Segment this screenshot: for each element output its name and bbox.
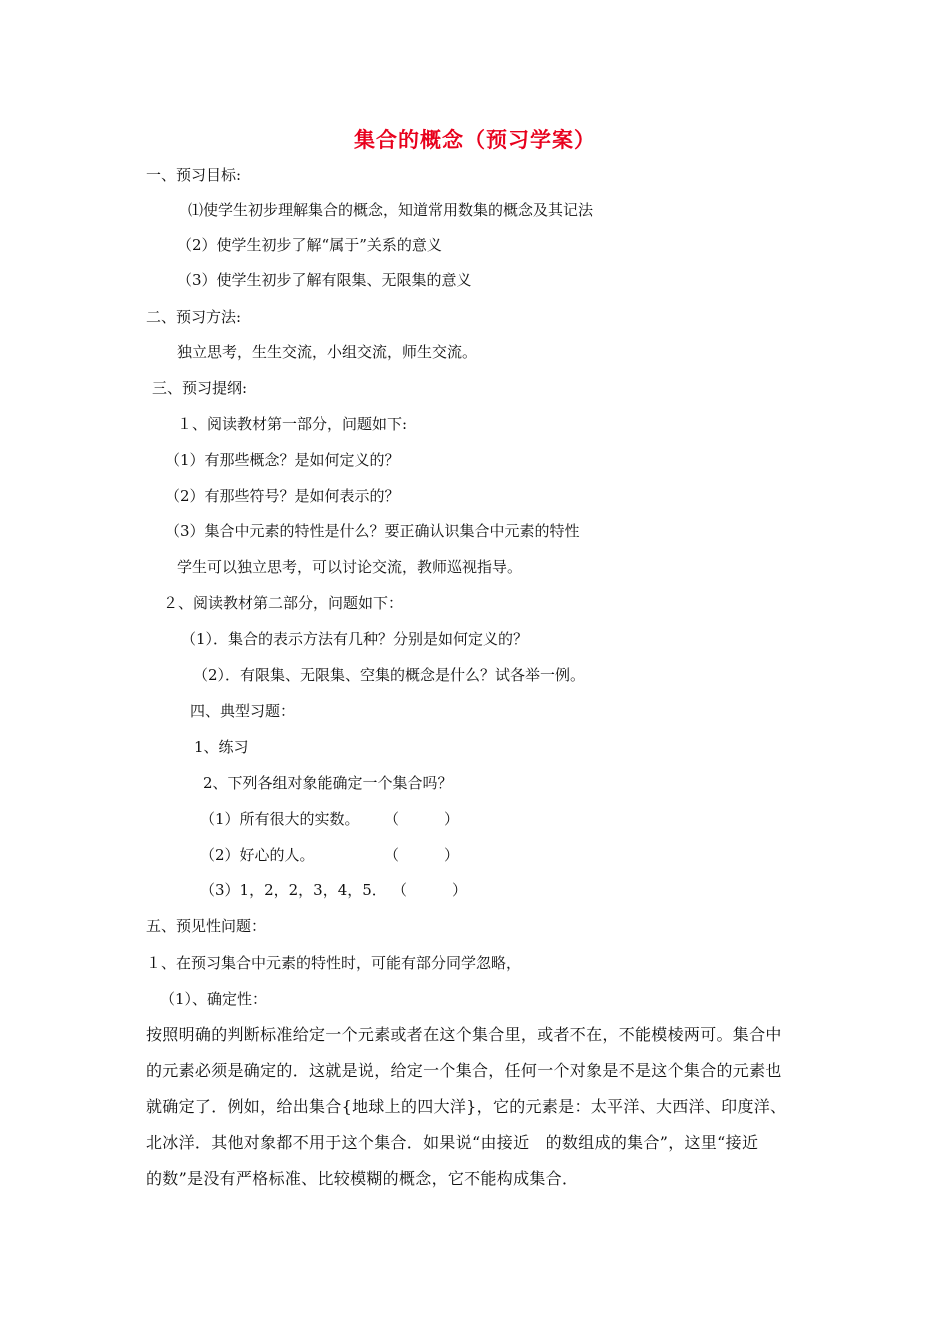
section1-item-2: （2）使学生初步了解“属于”关系的意义 xyxy=(177,236,442,254)
section4-ex2-item-1: （1）所有很大的实数。 xyxy=(200,810,360,828)
paragraph-line-4: 北冰洋．其他对象都不用于这个集合．如果说“由接近 的数组成的集合”，这里“接近 xyxy=(146,1133,759,1152)
page-title: 集合的概念（预习学案） xyxy=(354,128,596,152)
section3-part1-item-1: （1）有那些概念？是如何定义的？ xyxy=(165,451,400,469)
section4-ex2-item-3: （3）1，2，2，3，4，5． xyxy=(200,881,387,899)
section4-heading: 四、典型习题： xyxy=(190,702,296,720)
section3-part1-item-2: （2）有那些符号？是如何表示的？ xyxy=(165,487,400,505)
paragraph-line-3: 就确定了．例如，给出集合{地球上的四大洋}，它的元素是：太平洋、大西洋、印度洋、 xyxy=(146,1097,787,1116)
section1-heading: 一、预习目标: xyxy=(146,166,242,184)
section5-heading: 五、预见性问题： xyxy=(146,917,267,935)
section2-heading: 二、预习方法: xyxy=(146,308,242,326)
section3-part2-item-1: （1）．集合的表示方法有几种？分别是如何定义的？ xyxy=(181,630,529,648)
paragraph-line-1: 按照明确的判断标准给定一个元素或者在这个集合里，或者不在，不能模棱两可。集合中 xyxy=(146,1025,782,1044)
section5-paragraph xyxy=(146,1017,814,1197)
section3-heading: 三、预习提纲: xyxy=(152,379,248,397)
answer-blank-1: （ ） xyxy=(384,810,460,828)
section3-part1-item-3: （3）集合中元素的特性是什么？要正确认识集合中元素的特性 xyxy=(165,522,580,540)
answer-blank-2: （ ） xyxy=(384,846,460,864)
section3-part2-item-2: （2）．有限集、无限集、空集的概念是什么？试各举一例。 xyxy=(193,666,586,684)
section1-item-3: （3）使学生初步了解有限集、无限集的意义 xyxy=(177,271,472,289)
section5-sub-heading: （1）、确定性： xyxy=(160,990,268,1008)
section5-intro: １、在预习集合中元素的特性时，可能有部分同学忽略， xyxy=(146,954,522,972)
section4-exercise-1: 1、练习 xyxy=(194,738,249,756)
section3-part2-title: ２、阅读教材第二部分，问题如下： xyxy=(163,594,404,612)
section4-exercise-2: 2、下列各组对象能确定一个集合吗？ xyxy=(203,774,453,792)
paragraph-line-5: 的数”是没有严格标准、比较模糊的概念，它不能构成集合． xyxy=(146,1169,579,1188)
answer-blank-3: （ ） xyxy=(392,881,468,899)
section3-part1-note: 学生可以独立思考，可以讨论交流，教师巡视指导。 xyxy=(177,558,523,576)
section3-part1-title: １、阅读教材第一部分，问题如下: xyxy=(177,415,408,433)
section4-ex2-item-2: （2）好心的人。 xyxy=(200,846,315,864)
paragraph-line-2: 的元素必须是确定的．这就是说，给定一个集合，任何一个对象是不是这个集合的元素也 xyxy=(146,1061,782,1080)
section1-item-1: ⑴使学生初步理解集合的概念，知道常用数集的概念及其记法 xyxy=(188,201,594,219)
section2-text: 独立思考，生生交流，小组交流，师生交流。 xyxy=(177,343,478,361)
